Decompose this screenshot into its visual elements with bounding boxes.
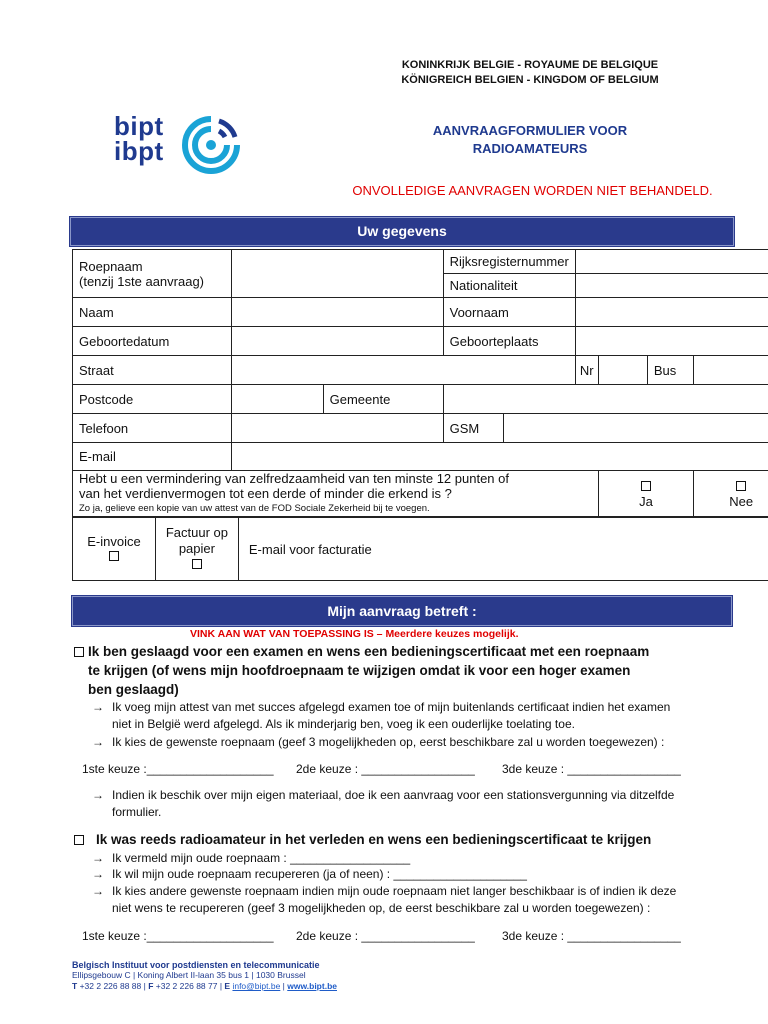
logo-line-2: ibpt (114, 136, 164, 166)
geboortedatum-field[interactable] (231, 327, 443, 356)
einvoice-option[interactable] (73, 518, 156, 581)
postcode-field[interactable] (231, 385, 323, 414)
geboortedatum-label: Geboortedatum (73, 327, 232, 356)
geboorteplaats-field[interactable] (575, 327, 768, 356)
einvoice-checkbox[interactable] (109, 551, 119, 561)
ja-label: Ja (639, 493, 653, 509)
exam-checkbox[interactable] (74, 647, 84, 657)
footer-email-link[interactable]: info@bipt.be (232, 981, 281, 991)
roepnaam-field[interactable] (231, 250, 443, 298)
bus-field[interactable] (694, 356, 768, 385)
rijksregisternummer-field[interactable] (575, 250, 768, 274)
former-bullet-2: → Ik wil mijn oude roepnaam recupereren (ja of neen) : ____________________ (92, 867, 527, 881)
option-former (74, 830, 734, 849)
straat-label: Straat (73, 356, 232, 385)
exam-bullet-3: → Indien ik beschik over mijn eigen materiaal, doe ik een aanvraag voor een stationsvergunning via ditzelfde formulier. (92, 788, 675, 819)
voornaam-field[interactable] (575, 298, 768, 327)
nee-checkbox[interactable] (736, 481, 746, 491)
disability-question: Hebt u een vermindering van zelfredzaamheid van ten minste 12 punten of van het verdienvermogen tot een derde of minder die erkend is ? Zo ja, gelieve een kopie van uw attest van de FOD Sociale Zekerheid bij te voegen. (73, 471, 599, 517)
rijksregisternummer-label: Rijksregisternummer (443, 250, 575, 274)
exam-keuze-2[interactable]: 2de keuze : _________________ (296, 762, 475, 776)
arrow-icon: → (92, 735, 104, 749)
geboorteplaats-label: Geboorteplaats (443, 327, 575, 356)
instruction-text: VINK AAN WAT VAN TOEPASSING IS – Meerdere keuzes mogelijk. (190, 628, 519, 640)
option-exam (74, 642, 734, 699)
exam-keuze-3[interactable]: 3de keuze : _________________ (502, 762, 681, 776)
email-label: E-mail (73, 443, 232, 471)
arrow-icon: → (92, 851, 104, 865)
voornaam-label: Voornaam (443, 298, 575, 327)
gemeente-field[interactable] (443, 385, 768, 414)
arrow-icon: → (92, 884, 104, 898)
nationaliteit-field[interactable] (575, 274, 768, 298)
former-checkbox[interactable] (74, 835, 84, 845)
footer-org: Belgisch Instituut voor postdiensten en telecommunicatie (72, 960, 320, 970)
logo-line-1: bipt (114, 111, 164, 141)
exam-heading-2: te krijgen (of wens mijn hoofdroepnaam te wijzigen omdat ik voor een hoger examen (88, 663, 631, 678)
exam-bullet-2: → Ik kies de gewenste roepnaam (geef 3 mogelijkheden op, eerst beschikbare zal u worden toegewezen) : (92, 735, 665, 749)
section-aanvraag-title: Mijn aanvraag betreft : (72, 596, 732, 626)
gsm-field[interactable] (503, 414, 768, 443)
factuur-label-1: Factuur op (165, 525, 228, 540)
email-facturatie-field[interactable] (238, 518, 768, 581)
naam-field[interactable] (231, 298, 443, 327)
nee-option[interactable] (694, 471, 768, 517)
exam-keuze-1[interactable]: 1ste keuze :___________________ (82, 762, 274, 776)
bipt-logo-icon (179, 113, 243, 177)
invoice-table (72, 517, 768, 581)
section-uw-gegevens-title: Uw gegevens (70, 217, 734, 246)
factuur-label-2: papier (178, 541, 215, 556)
nr-field[interactable] (598, 356, 647, 385)
logo-shadow-area (58, 64, 296, 120)
disability-note: Zo ja, gelieve een kopie van uw attest van de FOD Sociale Zekerheid bij te voegen. (79, 503, 430, 514)
kingdom-line-1: KONINKRIJK BELGIE - ROYAUME DE BELGIQUE (401, 59, 659, 71)
roepnaam-label: Roepnaam (tenzij 1ste aanvraag) (73, 250, 232, 298)
former-bullet-1: → Ik vermeld mijn oude roepnaam : __________________ (92, 851, 411, 865)
email-facturatie-label: E-mail voor facturatie (248, 541, 372, 557)
footer-website-link[interactable]: www.bipt.be (287, 981, 337, 991)
incomplete-warning: ONVOLLEDIGE AANVRAGEN WORDEN NIET BEHANDELD. (352, 183, 713, 198)
exam-heading-3: ben geslaagd) (88, 682, 179, 697)
personal-data-table (72, 249, 768, 517)
footer-address: Ellipsgebouw C | Koning Albert II-laan 35 bus 1 | 1030 Brussel (72, 970, 306, 980)
form-title-line-1: AANVRAAGFORMULIER VOOR (432, 123, 628, 138)
former-heading: Ik was reeds radioamateur in het verleden en wens een bedieningscertificaat te krijgen (96, 832, 652, 847)
postcode-label: Postcode (73, 385, 232, 414)
arrow-icon: → (92, 700, 104, 714)
gsm-label: GSM (443, 414, 503, 443)
former-keuze-1[interactable]: 1ste keuze :___________________ (82, 929, 274, 943)
straat-field[interactable] (231, 356, 575, 385)
bipt-logo-text (114, 111, 164, 166)
footer-fax: +32 2 226 88 77 (155, 981, 218, 991)
form-title (380, 122, 680, 158)
factuur-papier-option[interactable] (155, 518, 238, 581)
ja-checkbox[interactable] (641, 481, 651, 491)
ja-option[interactable] (598, 471, 694, 517)
nee-label: Nee (729, 493, 754, 509)
former-keuze-3[interactable]: 3de keuze : _________________ (502, 929, 681, 943)
kingdom-line-2: KÖNIGREICH BELGIEN - KINGDOM OF BELGIUM (401, 74, 659, 86)
bus-label: Bus (647, 356, 694, 385)
exam-bullet-1: → Ik voeg mijn attest van met succes afgelegd examen toe of mijn buitenlands certificaat indien het examen niet in België werd afgelegd. Als ik minderjarig ben, voeg ik een ouderlijke toelating toe. (92, 700, 671, 731)
footer-phone: +32 2 226 88 88 (79, 981, 142, 991)
email-field[interactable] (231, 443, 768, 471)
arrow-icon: → (92, 867, 104, 881)
nationaliteit-label: Nationaliteit (443, 274, 575, 298)
exam-heading-1: Ik ben geslaagd voor een examen en wens een bedieningscertificaat met een roepnaam (88, 644, 650, 659)
former-bullet-3: → Ik kies andere gewenste roepnaam indien mijn oude roepnaam niet langer beschikbaar is of indien ik deze niet wens te recupereren (geef 3 mogelijkheden op, de eerst beschikbare zal u worden toegewezen) : (92, 884, 677, 915)
nr-label: Nr (575, 356, 598, 385)
einvoice-label: E-invoice (87, 534, 141, 549)
former-keuze-2[interactable]: 2de keuze : _________________ (296, 929, 475, 943)
factuur-papier-checkbox[interactable] (192, 559, 202, 569)
naam-label: Naam (73, 298, 232, 327)
gemeente-label: Gemeente (323, 385, 443, 414)
footer-contact: T +32 2 226 88 88 | F +32 2 226 88 77 | E info@bipt.be | www.bipt.be (72, 981, 337, 991)
telefoon-field[interactable] (231, 414, 443, 443)
telefoon-label: Telefoon (73, 414, 232, 443)
kingdom-header (380, 58, 680, 88)
form-title-line-2: RADIOAMATEURS (472, 141, 588, 156)
arrow-icon: → (92, 788, 104, 802)
